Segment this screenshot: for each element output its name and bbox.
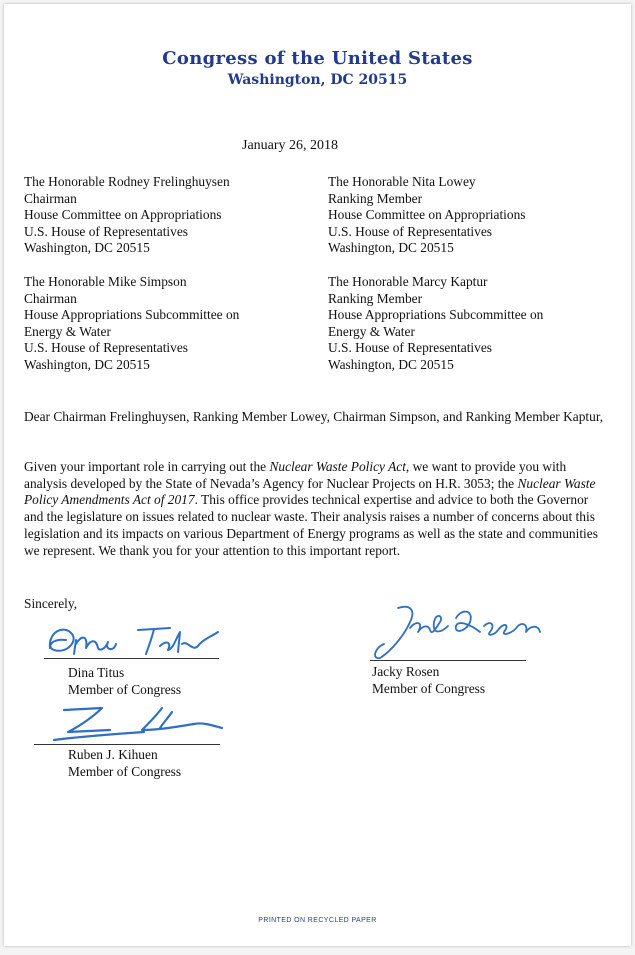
signature-kihuen: [44, 702, 224, 746]
act-title: Nuclear Waste Policy Act: [269, 459, 406, 474]
addressee-name: The Honorable Nita Lowey: [328, 174, 476, 189]
addressee-line: U.S. House of Representatives: [328, 223, 493, 239]
addressee-lowey: [328, 174, 526, 257]
addressee-line: House Committee on Appropriations: [328, 207, 526, 223]
addressee-line: Ranking Member: [328, 190, 423, 206]
addressee-line: Energy & Water: [24, 323, 111, 339]
closing: Sincerely,: [24, 596, 78, 611]
signatory-name: Dina Titus: [68, 665, 125, 680]
signatory-title: Member of Congress: [68, 682, 182, 697]
addressee-frelinghuysen: [24, 174, 230, 257]
signature-line: [34, 744, 220, 745]
addressee-name: The Honorable Rodney Frelinghuysen: [24, 174, 230, 189]
addressee-line: U.S. House of Representatives: [24, 340, 189, 356]
addressee-simpson: [24, 274, 239, 374]
signatory-rosen: [372, 663, 485, 697]
act-title: Nuclear Waste Policy Amendments Act of 2017: [24, 475, 596, 508]
addressee-line: Chairman: [24, 190, 77, 206]
letter-page: [4, 4, 631, 946]
addressee-line: Washington, DC 20515: [328, 356, 454, 372]
letterhead-subtitle: Washington, DC 20515: [227, 72, 408, 88]
letter-date: January 26, 2018: [242, 138, 339, 153]
recycled-paper-footer: PRINTED ON RECYCLED PAPER: [258, 917, 377, 924]
signatory-name: Jacky Rosen: [372, 664, 440, 679]
signature-line: [370, 660, 526, 661]
body-text: , we want to provide you with analysis developed by the State of Nevada’s Agency for Nuclear Projects on H.R. 3053; the: [24, 459, 567, 491]
signatory-titus: [68, 664, 181, 698]
addressee-line: House Committee on Appropriations: [24, 207, 222, 223]
addressee-kaptur: [328, 274, 543, 374]
signatory-kihuen: [68, 746, 181, 780]
addressee-line: Washington, DC 20515: [24, 240, 150, 256]
addressee-line: Washington, DC 20515: [328, 240, 454, 256]
addressee-line: House Appropriations Subcommittee on: [328, 307, 544, 323]
signatory-name: Ruben J. Kihuen: [68, 747, 158, 762]
body-text: Given your important role in carrying out the: [24, 459, 270, 474]
addressee-line: Washington, DC 20515: [24, 356, 150, 372]
signatory-title: Member of Congress: [68, 764, 182, 779]
addressee-line: U.S. House of Representatives: [24, 223, 189, 239]
addressee-line: Chairman: [24, 290, 77, 306]
addressee-line: Ranking Member: [328, 290, 423, 306]
letterhead-title: Congress of the United States: [162, 48, 473, 69]
signature-titus: [42, 618, 232, 660]
signature-line: [44, 658, 219, 659]
body-text: . This office provides technical expertise and advice to both the Governor and the legislature on issues related to nuclear waste. Their analysis raises a number of concerns about this legislation and its impacts on various Department of Energy programs as well as the state and communities we represent. We thank you for your attention to this important report.: [24, 492, 598, 558]
salutation: Dear Chairman Frelinghuysen, Ranking Member Lowey, Chairman Simpson, and Ranking Member Kaptur,: [24, 409, 604, 424]
signature-rosen: [370, 602, 570, 664]
addressee-name: The Honorable Mike Simpson: [24, 274, 187, 289]
letterhead: [4, 48, 631, 88]
addressee-line: Energy & Water: [328, 323, 415, 339]
addressee-line: U.S. House of Representatives: [328, 340, 493, 356]
addressee-line: House Appropriations Subcommittee on: [24, 307, 240, 323]
letter-body: [24, 459, 609, 559]
addressee-name: The Honorable Marcy Kaptur: [328, 274, 488, 289]
signatory-title: Member of Congress: [372, 681, 486, 696]
